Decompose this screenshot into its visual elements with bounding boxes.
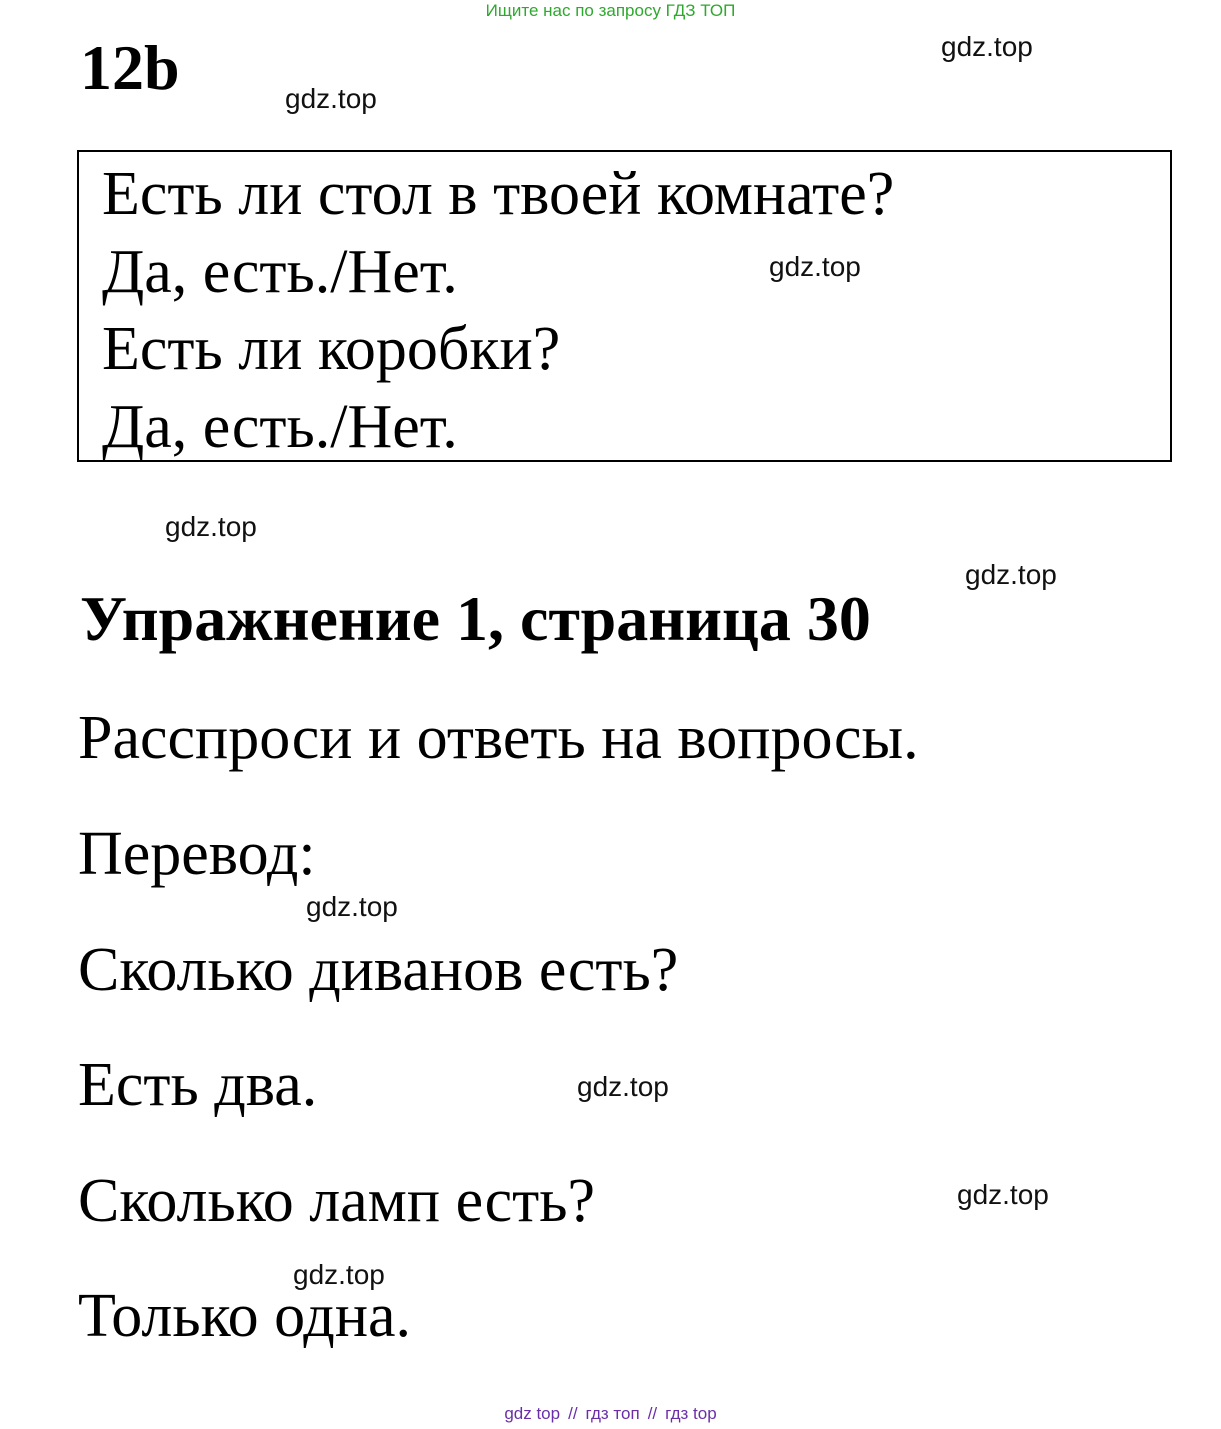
watermark: gdz.top (941, 31, 1033, 62)
answer-box-line: Есть ли коробки? (102, 315, 561, 383)
watermark: gdz.top (293, 1259, 385, 1290)
watermark: gdz.top (165, 511, 257, 542)
translation-line: Сколько диванов есть? (78, 936, 679, 1004)
watermark: gdz.top (285, 83, 377, 114)
answer-box-line: Есть ли стол в твоей комнате? (102, 160, 895, 228)
top-banner: Ищите нас по запросу ГДЗ ТОП (485, 1, 736, 20)
translation-line: Только одна. (78, 1282, 412, 1350)
translation-line: Есть два. (78, 1051, 318, 1119)
footer-separator: // (647, 1404, 658, 1423)
translation-label: Перевод: (78, 820, 316, 888)
exercise-instruction: Расспроси и ответь на вопросы. (78, 704, 919, 772)
footer-link[interactable]: гдз top (665, 1404, 717, 1423)
section-title: 12b (80, 32, 180, 103)
watermark: gdz.top (306, 891, 398, 922)
footer-separator: // (568, 1404, 578, 1423)
watermark: gdz.top (577, 1071, 669, 1102)
exercise-heading: Упражнение 1, страница 30 (80, 583, 871, 654)
footer (0, 1404, 1221, 1424)
watermark: gdz.top (957, 1179, 1049, 1210)
translation-line: Сколько ламп есть? (78, 1167, 596, 1235)
watermark: gdz.top (965, 559, 1057, 590)
footer-link[interactable]: gdz top (504, 1404, 561, 1423)
answer-box-line: Да, есть./Нет. (102, 393, 458, 461)
watermark: gdz.top (769, 251, 861, 282)
answer-box-line: Да, есть./Нет. (102, 238, 458, 306)
footer-link[interactable]: гдз топ (585, 1404, 640, 1423)
